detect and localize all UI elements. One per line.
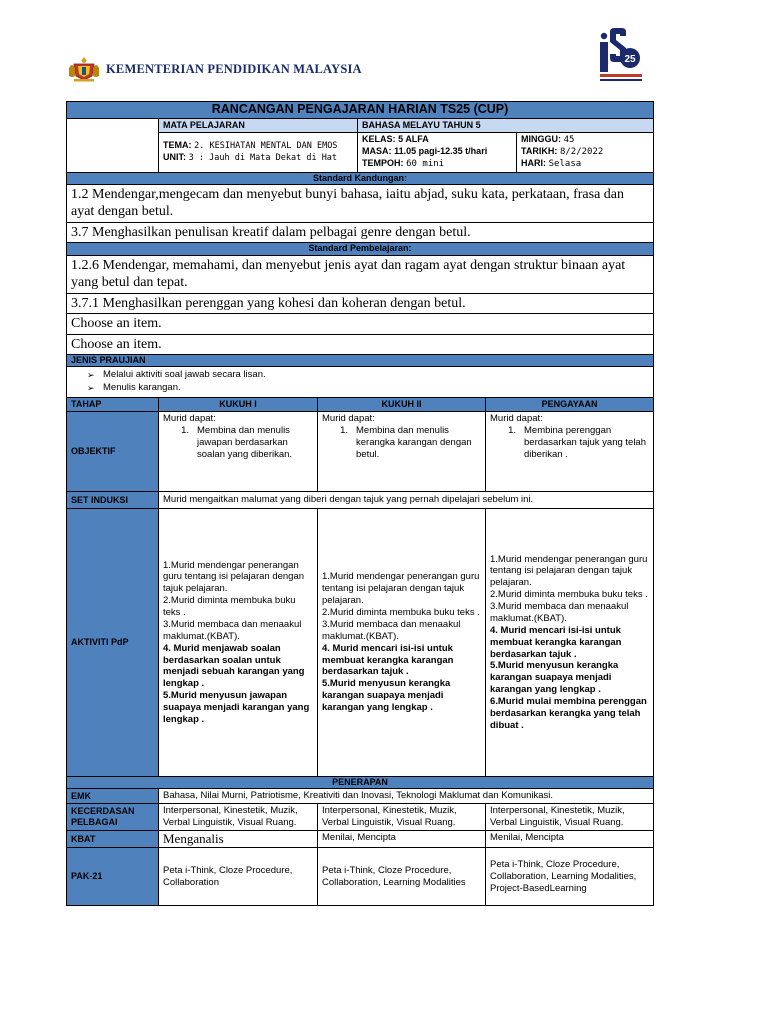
objektif-pengayaan bbox=[486, 412, 654, 492]
aktiviti-step: 3.Murid membaca dan menaakul maklumat.(KBAT). bbox=[163, 618, 302, 642]
tema-label: TEMA: bbox=[163, 140, 192, 151]
objektif-text: Membina dan menulis kerangka karangan dengan betul. bbox=[356, 425, 472, 460]
kbat-value: Menilai, Mencipta bbox=[486, 831, 654, 848]
objektif-intro: Murid dapat: bbox=[322, 413, 375, 425]
class-info-cell bbox=[358, 132, 654, 172]
tahap-col-kukuh-1: KUKUH I bbox=[159, 398, 318, 412]
objektif-kukuh-2 bbox=[318, 412, 486, 492]
aktiviti-step: 5.Murid menyusun kerangka karangan suapaya menjadi karangan yang lengkap . bbox=[322, 678, 451, 713]
objektif-intro: Murid dapat: bbox=[163, 413, 216, 425]
tahap-col-kukuh-2: KUKUH II bbox=[318, 398, 486, 412]
aktiviti-label: AKTIVITI PdP bbox=[67, 509, 159, 777]
lesson-plan-table bbox=[66, 101, 654, 906]
tahap-col-pengayaan: PENGAYAAN bbox=[486, 398, 654, 412]
kbat-value: Menganalis bbox=[159, 831, 318, 848]
aktiviti-step: 3.Murid membaca dan menaakul maklumat.(KBAT). bbox=[322, 618, 461, 642]
objektif-number: 1. bbox=[181, 425, 189, 437]
objektif-label: OBJEKTIF bbox=[67, 412, 159, 492]
standard-kandungan-item: 3.7 Menghasilkan penulisan kreatif dalam pelbagai genre dengan betul. bbox=[67, 222, 654, 243]
aktiviti-step: 1.Murid mendengar penerangan guru tentang isi pelajaran dengan tajuk pelajaran. bbox=[322, 571, 480, 607]
tempoh-label: TEMPOH: bbox=[362, 157, 404, 168]
aktiviti-step: 2.Murid diminta membuka buku teks . bbox=[490, 589, 648, 601]
emk-label: EMK bbox=[67, 789, 159, 804]
objektif-intro: Murid dapat: bbox=[490, 413, 543, 425]
kelas-value: 5 ALFA bbox=[398, 133, 429, 144]
pak21-value: Peta i-Think, Cloze Procedure, Collaboration bbox=[159, 848, 318, 906]
unit-label: UNIT: bbox=[163, 152, 186, 163]
aktiviti-step: 2.Murid diminta membuka buku teks . bbox=[322, 607, 480, 618]
aktiviti-step: 1.Murid mendengar penerangan guru tentang isi pelajaran dengan tajuk pelajaran. bbox=[490, 553, 648, 589]
objektif-number: 1. bbox=[340, 425, 348, 437]
kecerdasan-value: Interpersonal, Kinestetik, Muzik, Verbal Linguistik, Visual Ruang. bbox=[159, 804, 318, 831]
blank-cell bbox=[67, 118, 159, 172]
mata-pelajaran-label: MATA PELAJARAN bbox=[159, 118, 358, 132]
ministry-crest-icon bbox=[68, 56, 100, 82]
objektif-text: Membina perenggan berdasarkan tajuk yang telah diberikan . bbox=[524, 425, 646, 460]
pak21-value: Peta i-Think, Cloze Procedure, Collaboration, Learning Modalities bbox=[318, 848, 486, 906]
document-title: RANCANGAN PENGAJARAN HARIAN TS25 (CUP) bbox=[67, 102, 654, 119]
aktiviti-step: 5.Murid menyusun kerangka karangan suapaya menjadi karangan yang lengkap . bbox=[490, 660, 619, 696]
hari-value: Selasa bbox=[548, 159, 582, 170]
tema-value: 2. KESIHATAN MENTAL DAN EMOS bbox=[194, 141, 338, 152]
aktiviti-kukuh-2 bbox=[318, 509, 486, 777]
masa-value: 11.05 pagi-12.35 t/hari bbox=[394, 145, 488, 156]
aktiviti-step: 5.Murid menyusun jawapan suapaya menjadi karangan yang lengkap . bbox=[163, 690, 310, 725]
aktiviti-step: 1.Murid mendengar penerangan guru tentang isi pelajaran dengan tajuk pelajaran. bbox=[163, 559, 305, 595]
standard-kandungan-item: 1.2 Mendengar,mengecam dan menyebut bunyi bahasa, iaitu abjad, suku kata, perkataan, frasa dan ayat dengan betul. bbox=[67, 184, 654, 222]
hari-label: HARI: bbox=[521, 158, 546, 169]
kecerdasan-value: Interpersonal, Kinestetik, Muzik, Verbal Linguistik, Visual Ruang. bbox=[318, 804, 486, 831]
praujian-item: ➢ Melalui aktiviti soal jawab secara lisan. bbox=[87, 369, 649, 382]
praujian-item: ➢ Menulis karangan. bbox=[87, 382, 649, 395]
tempoh-value: 60 mini bbox=[406, 158, 445, 169]
aktiviti-step: 4. Murid mencari isi-isi untuk membuat kerangka karangan berdasarkan tajuk . bbox=[490, 624, 622, 660]
kecerdasan-value: Interpersonal, Kinestetik, Muzik, Verbal Linguistik, Visual Ruang. bbox=[486, 804, 654, 831]
praujian-heading: JENIS PRAUJIAN bbox=[67, 355, 654, 367]
tahap-label: TAHAP bbox=[67, 398, 159, 412]
svg-text:25: 25 bbox=[624, 54, 636, 65]
objektif-kukuh-1 bbox=[159, 412, 318, 492]
penerapan-heading: PENERAPAN bbox=[67, 777, 654, 789]
masa-label: MASA: bbox=[362, 145, 392, 156]
page-header bbox=[0, 0, 768, 100]
objektif-number: 1. bbox=[508, 425, 516, 437]
minggu-value: 45 bbox=[563, 134, 575, 145]
ts25-logo-icon bbox=[596, 24, 644, 84]
set-induksi-text: Murid mengaitkan malumat yang diberi dengan tajuk yang pernah dipelajari sebelum ini. bbox=[159, 492, 654, 509]
emk-value: Bahasa, Nilai Murni, Patriotisme, Kreativiti dan Inovasi, Teknologi Maklumat dan Komunikasi. bbox=[159, 789, 654, 804]
choose-item-dropdown[interactable]: Choose an item. bbox=[67, 334, 654, 355]
set-induksi-label: SET INDUKSI bbox=[67, 492, 159, 509]
tarikh-value: 8/2/2022 bbox=[559, 147, 604, 158]
standard-kandungan-heading: Standard Kandungan: bbox=[67, 172, 654, 184]
aktiviti-step: 6.Murid mulai membina perenggan berdasarkan kerangka yang telah dibuat . bbox=[490, 696, 647, 731]
objektif-text: Membina dan menulis jawapan berdasarkan soalan yang diberikan. bbox=[197, 425, 293, 460]
pak21-value: Peta i-Think, Cloze Procedure, Collaboration, Learning Modalities, Project-BasedLearning bbox=[486, 848, 654, 906]
choose-item-dropdown[interactable]: Choose an item. bbox=[67, 314, 654, 335]
standard-pembelajaran-item: 1.2.6 Mendengar, memahami, dan menyebut jenis ayat dan ragam ayat dengan struktur binaan ayat yang betul dan tepat. bbox=[67, 255, 654, 293]
aktiviti-step: 2.Murid diminta membuka buku teks . bbox=[163, 595, 296, 618]
unit-value: 3 : Jauh di Mata Dekat di Hat bbox=[188, 153, 338, 164]
subject-value: BAHASA MELAYU TAHUN 5 bbox=[358, 118, 654, 132]
ministry-name: KEMENTERIAN PENDIDIKAN MALAYSIA bbox=[106, 62, 362, 76]
minggu-label: MINGGU: bbox=[521, 133, 561, 144]
standard-pembelajaran-item: 3.7.1 Menghasilkan perenggan yang kohesi dan koheran dengan betul. bbox=[67, 293, 654, 314]
aktiviti-step: 4. Murid mencari isi-isi untuk membuat kerangka karangan berdasarkan tajuk . bbox=[322, 642, 454, 678]
kbat-label: KBAT bbox=[67, 831, 159, 848]
pak21-label: PAK-21 bbox=[67, 848, 159, 906]
aktiviti-pengayaan bbox=[486, 509, 654, 777]
tema-unit-cell bbox=[159, 132, 358, 172]
kbat-value: Menilai, Mencipta bbox=[318, 831, 486, 848]
aktiviti-step: 4. Murid menjawab soalan berdasarkan soalan untuk menjadi sebuah karangan yang lengkap . bbox=[163, 642, 305, 690]
kelas-label: KELAS: bbox=[362, 133, 396, 144]
praujian-list bbox=[71, 369, 649, 395]
praujian-list-cell bbox=[67, 367, 654, 398]
tarikh-label: TARIKH: bbox=[521, 146, 558, 157]
standard-pembelajaran-heading: Standard Pembelajaran: bbox=[67, 243, 654, 255]
kecerdasan-label: KECERDASAN PELBAGAI bbox=[67, 804, 159, 831]
aktiviti-step: 3.Murid membaca dan menaakul maklumat.(KBAT). bbox=[490, 601, 629, 624]
aktiviti-kukuh-1 bbox=[159, 509, 318, 777]
